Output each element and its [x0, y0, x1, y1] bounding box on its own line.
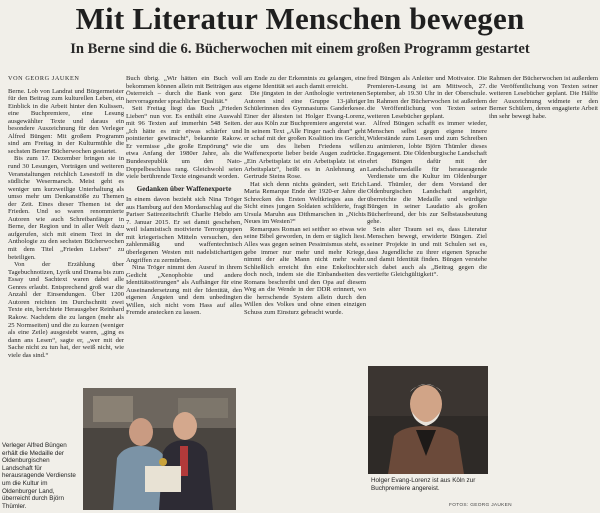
paragraph: Seit Freitag liegt das Buch „Frieden Lieben“ nun vor. Es enthält eine Auswahl mit 96 Texten auf immerhin 548 Seiten. „Ich hätte es mir etwas schärfer und pointierter gewünscht“, bekannte Rakow. Er vermisse „die große Empörung“ wie etwa Anfang der 1980er Jahre, als die Bundesrepublik um den Nato-Doppelbeschluss rang. Gleichwohl seien viele berührende Texte eingesandt worden. [126, 105, 242, 181]
photo-credit: FOTOS: GEORG JAUKEN [449, 503, 512, 508]
paragraph: Die jüngsten in der Anthologie vertretenen Autoren sind eine Gruppe 13-jähriger Schülerinnen des Gymnasiums Ganderkesee. Einer der ältesten ist Holger Evang-Lorenz, der aus Köln zur Buchpremiere angereist war. In seinem Text „Alle Finger nach dran“ geht er schaf mit der großen Koalition ins Gericht, die um des lieben Friedens willen Waffenexporte lieber beide Augen zudrücke. „Ein Arbeitsplatz ist ein Arbeitsplatz ist ein Arbeitsplatz“, heißt es in Anlehnung an Gertrude Steins Rose. [244, 90, 366, 181]
article-column-3 [244, 75, 366, 507]
paragraph: Sein alter Traum sei es, dass Literatur Menschen bewegt, erwiderte Büngen. Ziel seiner Projekte in und mit Schulen sei es, dass Jugendliche zu ihrer eigenen Sprache und damit Identität finden. Büngen verstehe sich dabei auch als „Beitrag gegen die vertiefte Gleichgültigkeit“. [367, 225, 487, 279]
article-column-4 [367, 75, 487, 363]
article-column-2 [126, 75, 242, 380]
byline: VON GEORG JAUKEN [8, 75, 80, 82]
photo-caption-author: Holger Evang-Lorenz ist aus Köln zur Buchpremiere angereist. [371, 477, 476, 492]
award-photo [83, 388, 236, 510]
paragraph: Von der Erzählung über Tagebuchnotizen, Lyrik und Drama bis zum Essay und Sachtext waren dabei alle Genres erlaubt. Entsprechend groß war die Anzahl der Einsendungen. Über 1200 Autoren reichten im Durchschnitt zwei Texte ein, berichtete Herausgeber Reinhard Rakow. Nachdem die zu langen (mehr als 25 Normseiten) und die zu kurzen (weniger als eine Zeile) ausgesiebt waren, „ging es dann ans Lesen“, sagte er, „wer mit der Sache nicht zu tun hat, der weiß nicht, wie viele das sind.“ [8, 261, 124, 359]
paragraph: Hat sich denn nichts geändert, seit Erich Maria Remarque Ende der 1920-er Jahre die Schrecken des Ersten Weltkrieges aus der Sicht eines jungen Soldaten schilderte, fragt Ursula Maruhn aus Dithmarschen in „Nichts Neues im Westen?“ [244, 180, 366, 226]
paragraph: Bis zum 17. Dezember bringen sie in rund 30 Lesungen, Vorträgen und weiteren Veranstaltungen reichlich Lesestoff in die südliche Wesermarsch. Meist geht es weniger um kurzweilige Unterhaltung als umso mehr um Denkanstöße zu Themen der Zeit. Eines dieser Themen ist der Frieden. Und so waren renommierte Autoren wie auch Schreibanfänger in Berne, der Region und in aller Welt dazu aufgerufen, sich mit einem Text in der Anthologie zu den sechsten Bücherwochen mit dem Titel „Frieden Lieben“ zu beteiligen. [8, 155, 124, 261]
award-photo-illustration [83, 388, 236, 510]
paragraph: In einem davon bezieht sich Nina Tröger aus Hamburg auf den Mordanschlag auf die Pariser Satirezeitschrift Charlie Hebdo am 7. Januar 2015. Er sei damit geschehen, weil islamistisch motivierte Terrorgruppen mit kriegerischen Mitteln versuchen, den zahlenmäßig und waffentechnisch überlegenen Westen mit nadelstichartigen Angriffen zu zermürben. [126, 196, 242, 264]
paragraph: Alfred Büngen schafft es immer wieder, Menschen selbst gegen eigene innere Widerstände zum Lesen und zum Schreiben zu animieren, lobte Björn Thümler dieses Engagement. Die Oldenburgische Landschaft ehrt Büngen dafür mit der Landschaftsmedaille für herausragende Verdienste um die Kultur im Oldenburger Land. Thümler, der dem Vorstand der Oldenburgischen Landschaft angehört, überreichte die Medaille und würdigte Büngen in seiner Laudatio als großen Bücherfreund, der bis zur Selbstausbeutung gehe. [367, 120, 487, 226]
paragraph: am Ende zu der Erkenntnis zu gelangen, eine eigene Identität sei auch damit erreicht. [244, 75, 366, 90]
paragraph: Nina Tröger nimmt den Ausruf in ihrem Gedicht „Xenophobie und andere Identitätsstörungen“ als Aufhänger für eine Auseinandersetzung mit der Identität, den eigenen Ängsten und dem unbedingten Willen, sich nicht vom Hass auf alles Fremde anstecken zu lassen. [126, 264, 242, 317]
headline: Mit Literatur Menschen bewegen [75, 1, 525, 36]
photo-caption-award: Verleger Alfred Büngen erhält die Medaille der Oldenburgischen Landschaft für herausragende Verdienste um die Kultur im Oldenburger Land, überreicht durch Björn Thümler. [2, 442, 76, 510]
subheadline: In Berne sind die 6. Bücherwochen mit einem großen Programm gestartet [70, 41, 530, 57]
paragraph: Rahmen der Bücherwochen ist außerdem die Veröffentlichung von Texten seiner weiteren Lesebücher geplant. Die Hälfte der Auszeichnung widmete er den Berner Schülern, deren engagierte Arbeit ihn sehr bewegt habe. [489, 75, 598, 120]
paragraph: Buch übrig. „Wir hätten ein Buch voll bekommen können allein mit Beiträgen aus Österreich – durch die Bank von ganz hervorragender sprachlicher Qualität.“ [126, 75, 242, 105]
paragraph: Remarques Roman sei seither so etwas wie seine Bibel geworden, in dem er täglich liest. Alles was gegen seinen Pessimismus steht, es gebe immer nur mehr und mehr Kriege, nimmt der alte Mann nicht mehr wahr. Schließlich erreicht ihn eine Enkeltochter doch noch, indem sie die Einbandseiten des Romans beschreibt und den Opa auf diesem Weg an die Wende in der DDR erinnert, wo die herrschende System allein durch den Willen des Volkes und ohne einen einzigen Schuss zum Einsturz gebracht wurde. [244, 225, 366, 316]
author-photo [368, 366, 488, 474]
article-column-1 [8, 75, 124, 380]
article-column-5 [489, 75, 598, 365]
paragraph: fred Büngen als Anleiter und Motivator. Die Premieren-Lesung ist am Mittwoch, 27. September, ab 19.30 Uhr in der Oberschule. Im Rahmen der Bücherwochen ist außerdem die Veröffentlichung von Texten seiner weiteren Lesebücher geplant. [367, 75, 487, 120]
author-photo-illustration [368, 366, 488, 474]
intertitle: Gedanken über Waffenexporte [136, 184, 232, 193]
paragraph: Berne. Lob von Landrat und Bürgermeister für den Beitrag zum kulturellen Leben, ein Einblick in die Arbeit hinter den Kulissen, eine Buchpremiere, eine Lesung ausgewählter Texte und daraus ein besondere Auszeichnung für den Verleger Alfred Büngen: Mit großem Programm sind am Freitag in der Kulturmühle die sechsten Berner Bücherwochen gestartet. [8, 87, 124, 155]
